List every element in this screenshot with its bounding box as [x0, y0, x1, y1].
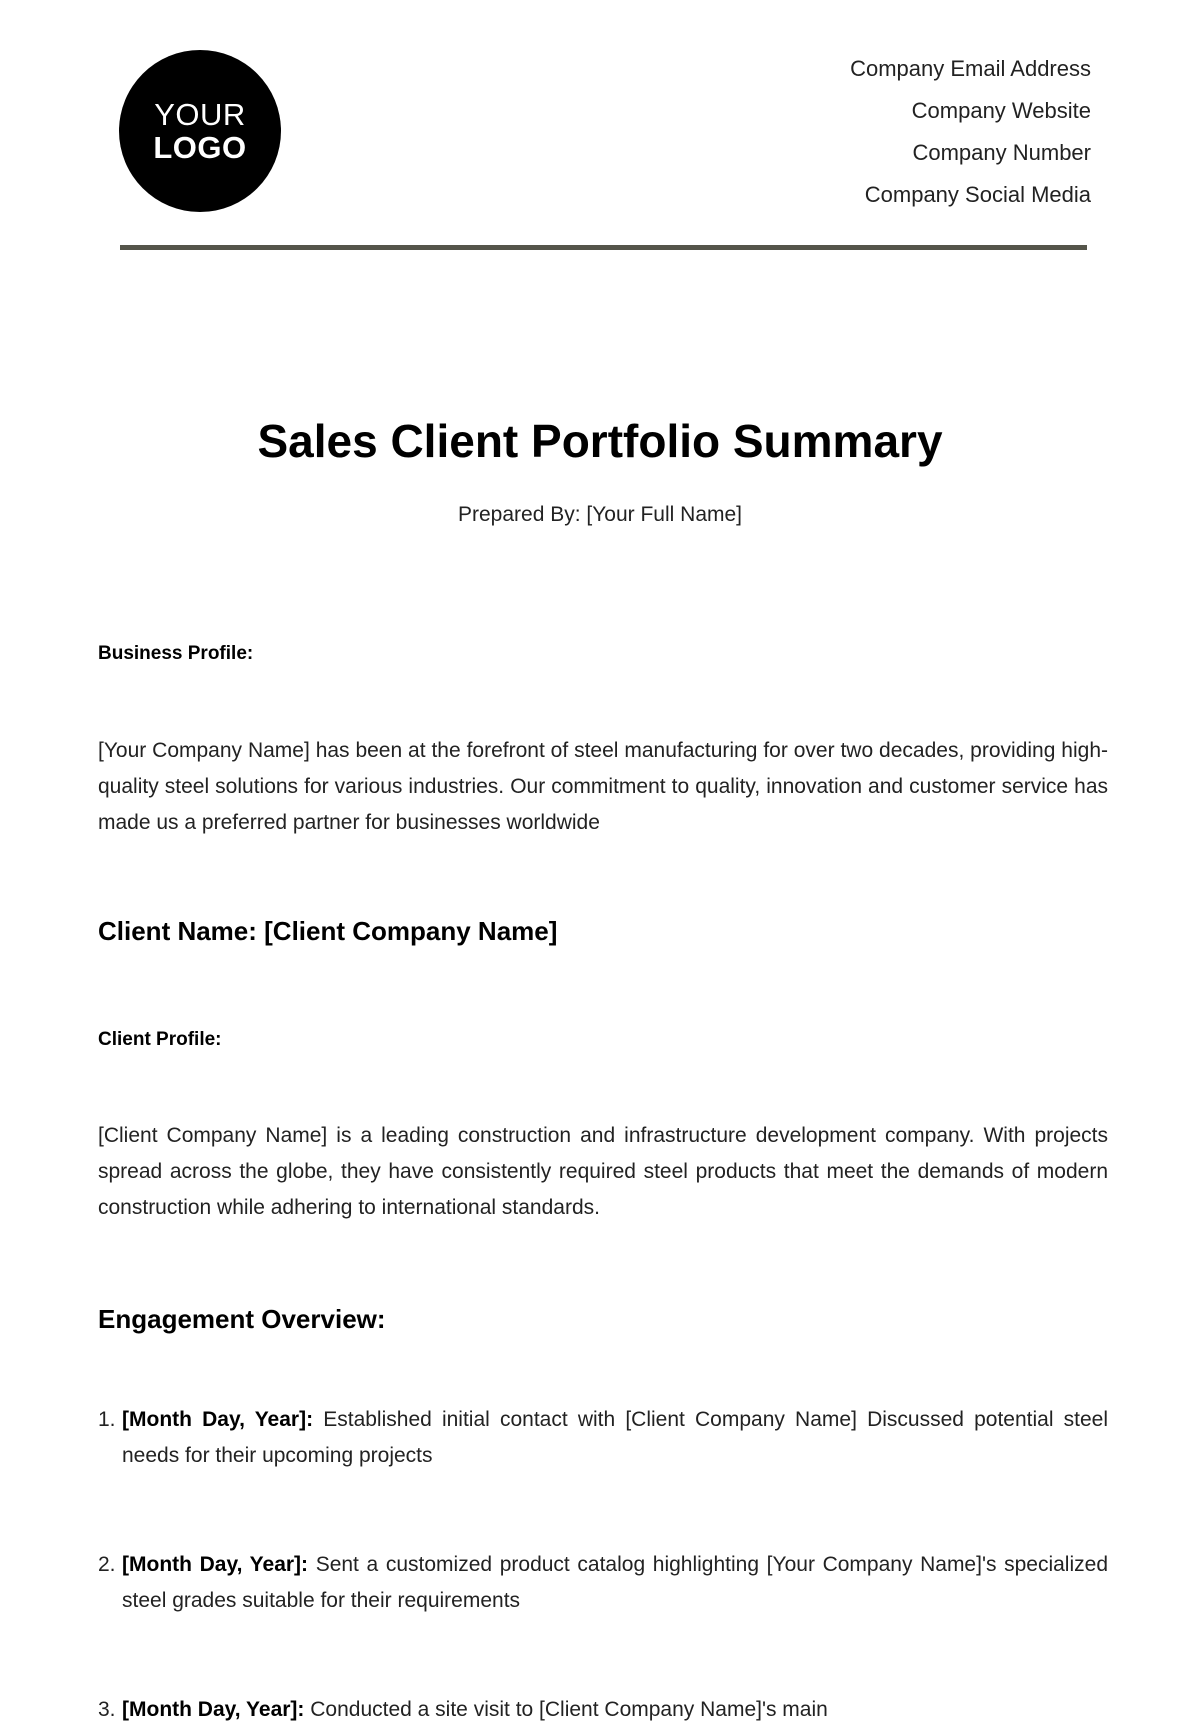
item-text: Conducted a site visit to [Client Company Name]'s main	[304, 1698, 828, 1721]
prepared-by: Prepared By: [Your Full Name]	[457, 503, 743, 526]
engagement-item	[98, 1692, 1108, 1728]
client-profile-text: [Client Company Name] is a leading construction and infrastructure development company. With projects spread across the globe, they have consistently required steel products that meet the demands of modern construction while adhering to international standards.	[98, 1124, 1108, 1219]
item-text: Sent a customized product catalog highlighting [Your Company Name]'s specialized steel grades suitable for their requirements	[122, 1553, 1108, 1612]
item-date: [Month Day, Year]:	[122, 1408, 314, 1431]
company-social-media: Company Social Media	[864, 182, 1091, 207]
business-profile-heading: Business Profile:	[98, 643, 254, 664]
company-logo	[119, 50, 281, 212]
client-profile-heading: Client Profile:	[98, 1029, 222, 1050]
item-number: 1.	[98, 1408, 116, 1431]
item-date: [Month Day, Year]:	[122, 1698, 305, 1721]
logo-text-logo: LOGO	[153, 130, 247, 165]
client-name-heading: Client Name: [Client Company Name]	[98, 916, 558, 946]
business-profile-text: [Your Company Name] has been at the forefront of steel manufacturing for over two decades, providing high-quality steel solutions for various industries. Our commitment to quality, innovation and customer service has made us a preferred partner for businesses worldwide	[98, 739, 1108, 834]
company-email: Company Email Address	[850, 56, 1091, 81]
company-number: Company Number	[912, 140, 1091, 165]
engagement-item	[98, 1402, 1108, 1474]
item-text: Established initial contact with [Client Company Name] Discussed potential steel needs for their upcoming projects	[122, 1408, 1109, 1467]
document-title: Sales Client Portfolio Summary	[257, 415, 943, 467]
item-date: [Month Day, Year]:	[122, 1553, 309, 1576]
logo-text-your: YOUR	[154, 97, 246, 132]
company-contact-block	[850, 52, 1091, 220]
item-number: 3.	[98, 1698, 116, 1721]
engagement-item	[98, 1547, 1108, 1619]
item-number: 2.	[98, 1553, 116, 1576]
company-website: Company Website	[911, 98, 1091, 123]
engagement-overview-heading: Engagement Overview:	[98, 1304, 386, 1334]
header-divider	[120, 245, 1087, 250]
